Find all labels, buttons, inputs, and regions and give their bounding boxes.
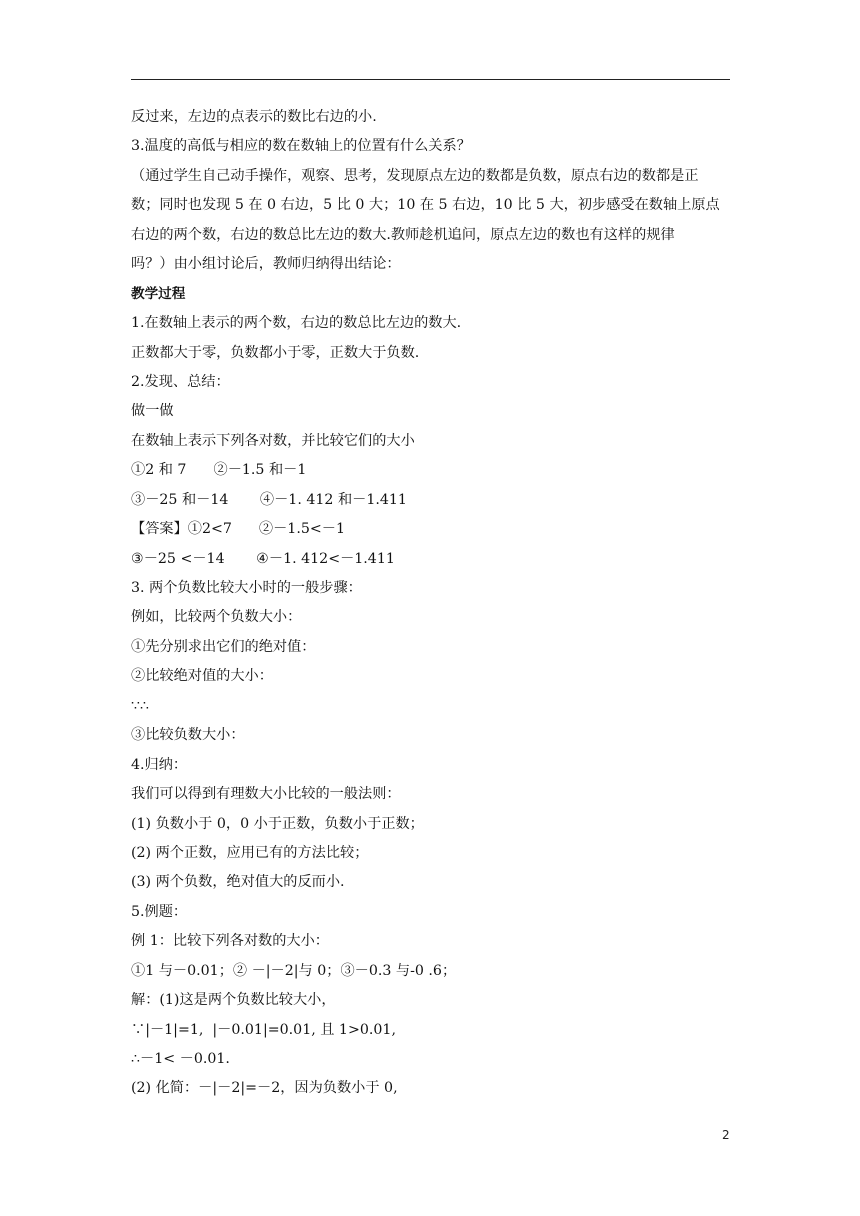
text-line: 例 1：比较下列各对数的大小： (131, 933, 329, 950)
text-line: ∵∴ (131, 697, 150, 714)
text-line: ①先分别求出它们的绝对值： (131, 638, 316, 655)
text-line: (3) 两个负数，绝对值大的反而小. (131, 874, 345, 891)
text-line: 做一做 (131, 403, 174, 420)
text-line: (2) 化简：－|－2|=－2，因为负数小于 0, (131, 1080, 398, 1097)
text-line: ③－25 <－14 ④－1. 412<－1.411 (131, 550, 395, 567)
text-line: ∵|－1|=1, |－0.01|=0.01, 且 1>0.01, (131, 1021, 396, 1038)
section-heading: 教学过程 (131, 285, 186, 302)
text-line: ∴－1< －0.01. (131, 1051, 230, 1067)
text-line: (2) 两个正数，应用已有的方法比较； (131, 844, 369, 861)
text-line: （通过学生自己动手操作，观察、思考，发现原点左边的数都是负数，原点右边的数都是正 (131, 167, 699, 184)
text-line: 解：(1)这是两个负数比较大小， (131, 992, 336, 1009)
text-line: ①1 与－0.01；② －|－2|与 0；③－0.3 与-0 .6； (131, 962, 457, 979)
document-body (131, 103, 731, 1104)
text-line: 【答案】①2<7 ②－1.5<－1 (131, 521, 345, 538)
text-line: 4.归纳： (131, 756, 188, 773)
text-line: 我们可以得到有理数大小比较的一般法则： (131, 786, 401, 803)
text-line: 3.温度的高低与相应的数在数轴上的位置有什么关系？ (131, 138, 471, 155)
text-line: ①2 和 7 ②－1.5 和－1 (131, 462, 307, 479)
text-line: 5.例题： (131, 903, 188, 920)
text-line: ②比较绝对值的大小： (131, 668, 273, 685)
text-line: 例如，比较两个负数大小： (131, 609, 302, 626)
text-line: 吗？）由小组讨论后，教师归纳得出结论： (131, 256, 401, 273)
text-line: 右边的两个数，右边的数总比左边的数大.教师趁机追问，原点左边的数也有这样的规律 (131, 226, 675, 243)
text-line: ③－25 和－14 ④－1. 412 和－1.411 (131, 491, 407, 508)
text-line: 1.在数轴上表示的两个数，右边的数总比左边的数大. (131, 315, 462, 332)
text-line: (1) 负数小于 0，0 小于正数，负数小于正数； (131, 815, 424, 832)
text-line: 3. 两个负数比较大小时的一般步骤： (131, 580, 362, 596)
page-number: 2 (722, 1128, 730, 1142)
text-line: 在数轴上表示下列各对数，并比较它们的大小 (131, 432, 415, 449)
text-line: 数；同时也发现 5 在 0 右边，5 比 0 大；10 在 5 右边，10 比 5 大，初步感受在数轴上原点 (131, 197, 720, 214)
text-line: 2.发现、总结： (131, 373, 230, 390)
text-line: ③比较负数大小： (131, 727, 245, 744)
text-line: 反过来，左边的点表示的数比右边的小. (131, 109, 377, 125)
text-line: 正数都大于零，负数都小于零，正数大于负数. (131, 344, 420, 361)
header-rule (131, 79, 730, 80)
